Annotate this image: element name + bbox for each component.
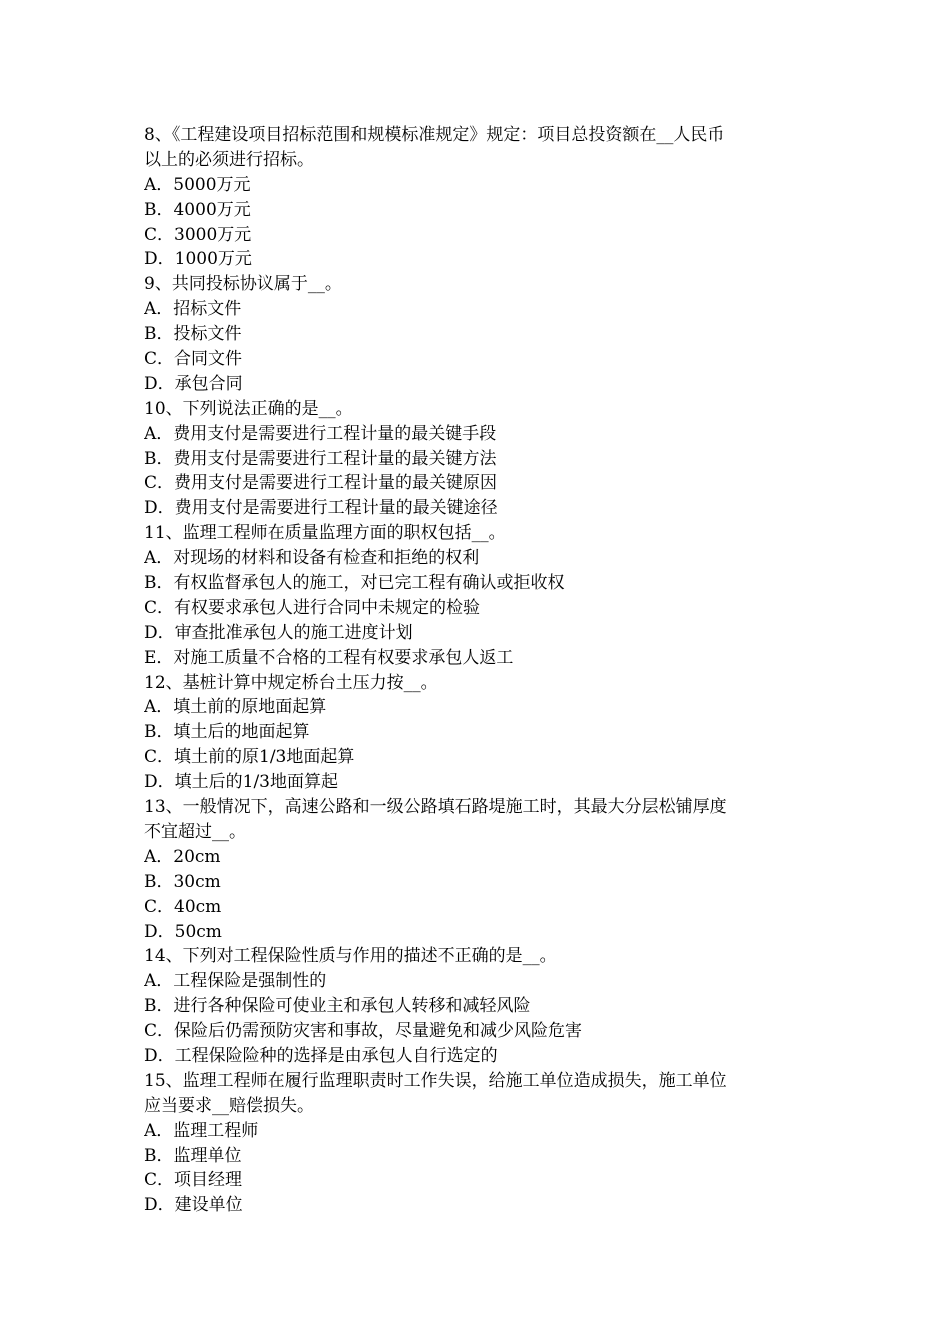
answer-option: D．50cm: [144, 921, 222, 942]
answer-option: C．费用支付是需要进行工程计量的最关键原因: [144, 473, 498, 494]
question-stem: 10、下列说法正确的是__。: [144, 398, 353, 419]
answer-option: B．投标文件: [144, 324, 242, 345]
question-14: [144, 944, 812, 1068]
answer-option: A．费用支付是需要进行工程计量的最关键手段: [144, 423, 497, 444]
answer-option: C．保险后仍需预防灾害和事故，尽量避免和减少风险危害: [144, 1021, 583, 1042]
question-15: [144, 1069, 812, 1218]
answer-option: C．40cm: [144, 896, 222, 917]
question-12: [144, 671, 812, 795]
answer-option: D．费用支付是需要进行工程计量的最关键途径: [144, 498, 498, 519]
answer-option: D．承包合同: [144, 373, 243, 394]
answer-option: B．填土后的地面起算: [144, 722, 310, 743]
answer-option: A．监理工程师: [144, 1120, 259, 1141]
question-stem: 11、监理工程师在质量监理方面的职权包括__。: [144, 523, 506, 544]
question-stem: 15、监理工程师在履行监理职责时工作失误，给施工单位造成损失，施工单位: [144, 1070, 727, 1091]
answer-option: B．4000万元: [144, 199, 251, 220]
question-8: [144, 123, 812, 272]
answer-option: A．5000万元: [144, 174, 251, 195]
question-13: [144, 795, 812, 944]
answer-option: D．填土后的1/3地面算起: [144, 772, 338, 793]
answer-option: E．对施工质量不合格的工程有权要求承包人返工: [144, 647, 514, 668]
answer-option: A．招标文件: [144, 299, 242, 320]
question-stem: 14、下列对工程保险性质与作用的描述不正确的是__。: [144, 946, 557, 967]
answer-option: D．1000万元: [144, 249, 252, 270]
answer-option: A．20cm: [144, 846, 221, 867]
answer-option: D．审查批准承包人的施工进度计划: [144, 622, 413, 643]
answer-option: C．合同文件: [144, 349, 243, 370]
question-stem: 8、《工程建设项目招标范围和规模标准规定》规定：项目总投资额在__人民币: [144, 125, 725, 145]
question-stem: 13、一般情况下，高速公路和一级公路填石路堤施工时，其最大分层松铺厚度: [144, 797, 727, 818]
answer-option: B．监理单位: [144, 1145, 242, 1166]
answer-option: A．对现场的材料和设备有检查和拒绝的权利: [144, 548, 480, 569]
document-page: [144, 123, 812, 1218]
answer-option: B．有权监督承包人的施工，对已完工程有确认或拒收权: [144, 573, 565, 594]
answer-option: C．3000万元: [144, 224, 252, 245]
answer-option: B．费用支付是需要进行工程计量的最关键方法: [144, 448, 497, 469]
answer-option: A．填土前的原地面起算: [144, 697, 327, 718]
answer-option: D．工程保险险种的选择是由承包人自行选定的: [144, 1045, 498, 1066]
answer-option: A．工程保险是强制性的: [144, 971, 327, 992]
answer-option: B．30cm: [144, 871, 221, 892]
answer-option: C．有权要求承包人进行合同中未规定的检验: [144, 597, 481, 618]
answer-option: C．填土前的原1/3地面起算: [144, 747, 355, 768]
question-stem: 9、共同投标协议属于__。: [144, 274, 342, 295]
question-11: [144, 521, 812, 670]
answer-option: D．建设单位: [144, 1195, 243, 1216]
question-10: [144, 397, 812, 521]
answer-option: C．项目经理: [144, 1170, 243, 1191]
question-9: [144, 272, 812, 396]
question-stem: 以上的必须进行招标。: [144, 149, 314, 170]
question-stem: 应当要求__赔偿损失。: [144, 1095, 314, 1116]
question-stem: 不宜超过__。: [144, 821, 246, 842]
question-stem: 12、基桩计算中规定桥台土压力按__。: [144, 672, 438, 693]
answer-option: B．进行各种保险可使业主和承包人转移和减轻风险: [144, 996, 531, 1017]
